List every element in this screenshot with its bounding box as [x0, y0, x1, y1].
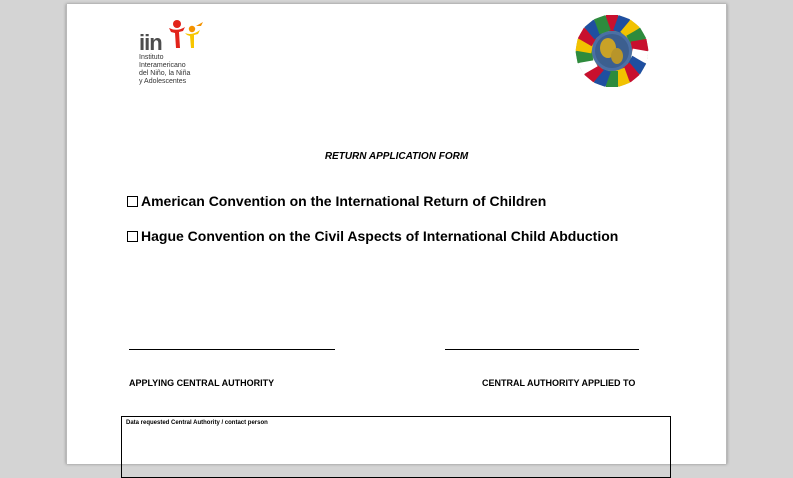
logo-subtitle-line: Interamericano: [139, 62, 186, 69]
option-label: American Convention on the International Return of Children: [141, 193, 547, 209]
children-figures-icon: [163, 18, 205, 52]
iin-logo: [139, 18, 219, 92]
hague-convention-checkbox[interactable]: [127, 231, 138, 242]
document-page: [66, 4, 727, 464]
logo-subtitle-line: y Adolescentes: [139, 78, 187, 85]
contact-data-box[interactable]: [121, 416, 671, 478]
logo-subtitle-line: del Niño, la Niña: [139, 70, 191, 77]
option-american-convention: [127, 193, 546, 209]
applying-authority-line[interactable]: [129, 349, 335, 351]
applied-authority-line[interactable]: [445, 349, 639, 351]
oas-seal-icon: [570, 12, 654, 90]
applied-authority-label: CENTRAL AUTHORITY APPLIED TO: [482, 378, 636, 388]
logo-subtitle: [139, 54, 190, 86]
data-box-label: Data requested Central Authority / contact person: [126, 420, 268, 426]
form-title: RETURN APPLICATION FORM: [324, 151, 469, 162]
applying-authority-label: APPLYING CENTRAL AUTHORITY: [129, 378, 275, 388]
option-hague-convention: [127, 228, 618, 244]
american-convention-checkbox[interactable]: [127, 196, 138, 207]
logo-word: iin: [139, 30, 162, 55]
option-label: Hague Convention on the Civil Aspects of International Child Abduction: [141, 228, 619, 244]
logo-subtitle-line: Instituto: [139, 54, 164, 61]
